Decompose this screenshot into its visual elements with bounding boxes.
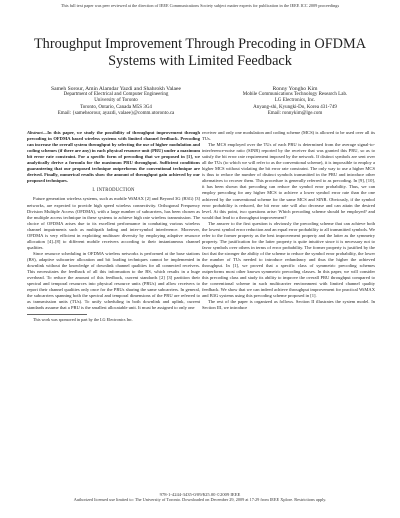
right-column xyxy=(202,130,375,311)
author-block-left xyxy=(26,86,206,117)
author-city: Toronto, Ontario, Canada M5S 3G4 xyxy=(80,104,152,110)
body-paragraph: The answer to the first question is obviously the precoding scheme that can achieve both the lowest symbol error reduction and an equal error probability to all transmitted symbols. We refer to the former property as the best improvement property and the latter as the symmetry property. The justification for the latter property is quite intuitive since it is necessary not to favor symbols over others in terms of error probability. The former property is justified by the fact that the stronger the ability of the scheme to reduce the symbol error probability, the lower the number of TUs needed to introduce redundancy and thus the higher the achieved throughput. In [1], we proved that a specific class of symmetric precoding schemes outperforms most other known symmetric precoding classes. In this paper, we will consider this precoding class and study its ability to improve the overall PRU throughput compared to the conventional scheme in such multicarrier environment with limited channel quality feedback. We show that we can indeed achieve throughput improvement for practical WiMAX and B3G systems using this precoding scheme proposed in [1]. xyxy=(202,220,375,299)
author-department: Mobile Communications Technology Research Lab. xyxy=(242,92,348,98)
body-paragraph: Future generation wireless systems, such as mobile WiMAX [2] and Beyond 3G (B3G) [3] networks, are expected to provide high speed wireless connectivity. Orthogonal Frequency Division Multiple Access (OFDMA), with a large number of subcarriers, has been chosen as the multiple access technique in these systems to achieve high rate wireless transmission. The choice of OFDMA arises due to its excellent performance in combating various wireless channel impairments such as multipath fading and inter-symbol interference. Moreover, OFDMA is very efficient in exploiting multiuser diversity by employing adaptive resource allocation [4]–[8] to different mobile receivers according to their instantaneous channel qualities. xyxy=(27,196,200,250)
footnote-rule xyxy=(27,314,87,315)
author-department: Department of Electrical and Computer Engineering xyxy=(63,92,169,98)
footer-license: Authorized licensed use limited to: The University of Toronto. Downloaded on December 29, 2009 at 17:29 from IEEE Xplore. Restrictions apply. xyxy=(73,497,327,503)
body-paragraph: The MCS employed over the TUs of each PRU is determined from the average signal-to-interference-noise ratio (SINR) reported by the receiver that was granted this PRU, so as to satisfy the bit error rate requirement imposed by the network. If distinct symbols are sent over all the TUs (to which we will refer to as the conventional scheme), it is impossible to employ a higher MCS without violating the bit error rate constraint. The only way to use a higher MCS is thus to reduce the number of distinct symbols transmitted in the PRU and introduce other alternatives to recover them. This procedure is generally referred to as precoding. In [9], [10], it has been shown that precoding can reduce the symbol error probability. Thus, we can employ precoding for any higher MCS to achieve a lower symbol error rate than the one achieved by the conventional scheme for the same MCS and SINR. Obviously, if the symbol error probability is reduced, the bit error rate will also decrease and can attain the desired level. At this point, two questions arise: Which precoding scheme should be employed? and would that lead to a throughput improvement? xyxy=(202,142,375,220)
footer-isbn: 978-1-4244-3435-0/09/$25.00 ©2009 IEEE xyxy=(159,492,241,497)
author-city: Anyang-shi, Kyungki-Do, Korea 431-749 xyxy=(253,104,337,110)
author-names: Sameh Sorour, Amin Alamdar Yazdi and Shahrokh Valaee xyxy=(50,86,182,92)
author-block-right xyxy=(210,86,380,117)
author-names: Ronny Yongho Kim xyxy=(272,86,318,92)
section-heading: I. INTRODUCTION xyxy=(92,188,135,194)
abstract xyxy=(27,130,200,184)
left-column xyxy=(27,130,200,323)
peer-review-notice: This full text paper was peer reviewed at the direction of IEEE Communications Society subject matter experts for publication in the IEEE ICC 2009 proceedings xyxy=(60,3,340,8)
body-paragraph: The rest of the paper is organized as follows. Section II illustrates the system model. In Section III, we introduce xyxy=(202,299,375,311)
author-organization: LG Electronics, Inc. xyxy=(274,98,316,104)
paper-title: Throughput Improvement Through Precoding in OFDMA Systems with Limited Feedback xyxy=(33,36,367,69)
body-paragraph: receiver and only one modulation and coding scheme (MCS) is allowed to be used over all its TUs. xyxy=(202,130,375,142)
author-email: Email: {samehsorour, ayazdi, valaee}@comm.utoronto.ca xyxy=(57,110,175,116)
abstract-label: Abstract xyxy=(27,130,43,135)
author-organization: University of Toronto xyxy=(94,98,138,104)
body-paragraph: Since resource scheduling in OFDMA wireless networks is performed at the base stations (BS), adaptive subcarrier allocation and bit loading techniques cannot be implemented in downlink without the knowledge of downlink channel qualities for all connected receivers. This necessitates the feedback of all this information to the BS, which results in a huge overhead. To reduce the amount of this feedback, current standards [2] [3] partition their spectral and temporal resources into physical resource units (PRUs) and allow receivers to report their channel qualities only once for the PRUs sharing the same subcarriers. In general, the subcarriers spanning both the spectral and temporal dimensions of the PRU are referred to as transmission units (TUs). To unify scheduling in both downlink and uplink, current standards assume that a PRU is the smallest allocatable unit. It must be assigned to only one xyxy=(27,250,200,311)
author-email: Email: ronnykim@lge.com xyxy=(267,110,323,116)
page-footer xyxy=(0,492,400,503)
abstract-text: —In this paper, we study the possibility of throughput improvement through precoding in OFDMA based wireless systems with limited channel feedback. Precoding can increase the overall system throughput by selecting the use of higher modulation and coding schemes (if there are any) in each physical resource unit (PRU) under a maximum bit error rate constraint. For a specific form of precoding that we proposed in [1], we analytically derive a formula for the maximum PRU throughput. Sufficient conditions guaranteeing that our proposed technique outperforms the conventional technique are derived. Finally, numerical results show the amount of throughput gain achieved by our proposed techniques. xyxy=(27,130,200,184)
footnote: This work was sponsored in part by the LG Electronics Inc. xyxy=(33,317,133,323)
